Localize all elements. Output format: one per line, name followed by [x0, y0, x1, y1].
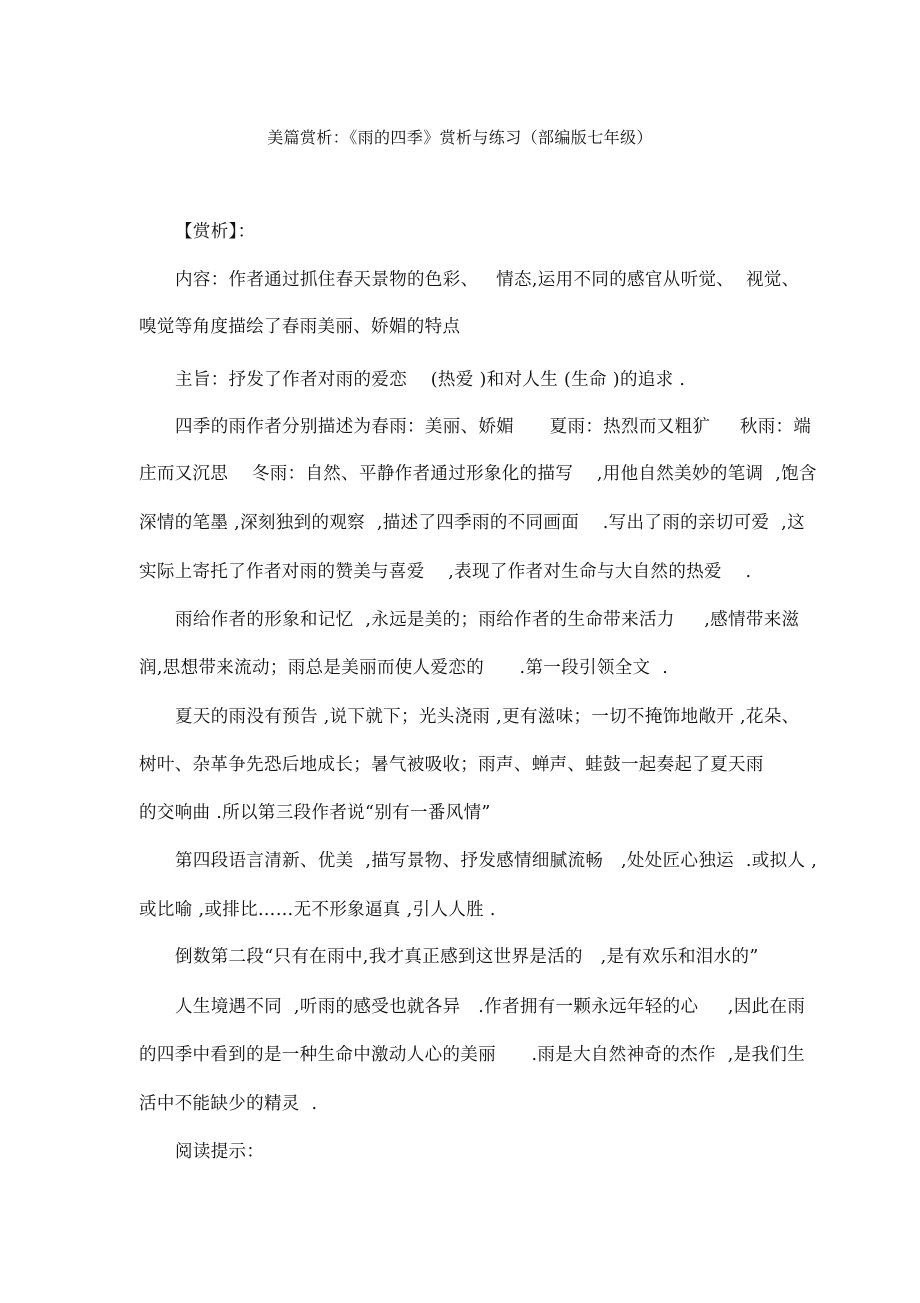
paragraph-line: 或比喻 ,或排比……无不形象逼真 ,引人人胜 .	[139, 900, 496, 920]
document-title: 美篇赏析：《雨的四季》赏析与练习（部编版七年级）	[267, 128, 653, 147]
paragraph-line: 活中不能缺少的精灵 .	[139, 1094, 318, 1114]
paragraph-line: 润,思想带来流动；雨总是美丽而使人爱恋的 .第一段引领全文 .	[139, 658, 669, 678]
paragraph-line: 嗅觉等角度描绘了春雨美丽、娇媚的特点	[139, 317, 461, 337]
paragraph-line: 内容：作者通过抓住春天景物的色彩、 情态,运用不同的感官从听觉、 视觉、	[175, 270, 800, 290]
paragraph-line: 庄而又沉思 冬雨：自然、平静作者通过形象化的描写 ,用他自然美妙的笔调 ,饱含	[139, 464, 817, 484]
paragraph-line: 倒数第二段“只有在雨中,我才真正感到这世界是活的 ,是有欢乐和泪水的”	[175, 947, 759, 967]
paragraph-line: 的四季中看到的是一种生命中激动人心的美丽 .雨是大自然神奇的杰作 ,是我们生	[139, 1045, 806, 1065]
paragraph-line: 的交响曲 .所以第三段作者说“别有一番风情”	[139, 803, 491, 823]
paragraph-line: 夏天的雨没有预告 ,说下就下；光头浇雨 ,更有滋味；一切不掩饰地敞开 ,花朵、	[175, 707, 800, 727]
paragraph-line: 主旨：抒发了作者对雨的爱恋 (热爱 )和对人生 (生命 )的追求 .	[175, 370, 686, 390]
paragraph-line: 第四段语言清新、优美 ,描写景物、抒发感情细腻流畅 ,处处匠心独运 .或拟人 ,	[175, 851, 818, 871]
paragraph-line: 实际上寄托了作者对雨的赞美与喜爱 ,表现了作者对生命与大自然的热爱 .	[139, 562, 752, 582]
paragraph-line: 树叶、杂革争先恐后地成长；暑气被吸收；雨声、蝉声、蛙鼓一起奏起了夏天雨	[139, 755, 764, 775]
paragraph-line: 人生境遇不同 ,听雨的感受也就各异 .作者拥有一颗永远年轻的心 ,因此在雨	[175, 997, 806, 1017]
paragraph-line: 阅读提示：	[175, 1142, 265, 1162]
section-heading: 【赏析】：	[175, 222, 256, 242]
paragraph-line: 四季的雨作者分别描述为春雨：美丽、娇媚 夏雨：热烈而又粗犷 秋雨：端	[175, 417, 812, 437]
paragraph-line: 深情的笔墨 ,深刻独到的观察 ,描述了四季雨的不同画面 .写出了雨的亲切可爱 ,这	[139, 513, 805, 533]
paragraph-line: 雨给作者的形象和记忆 ,永远是美的；雨给作者的生命带来活力 ,感情带来滋	[175, 610, 800, 630]
